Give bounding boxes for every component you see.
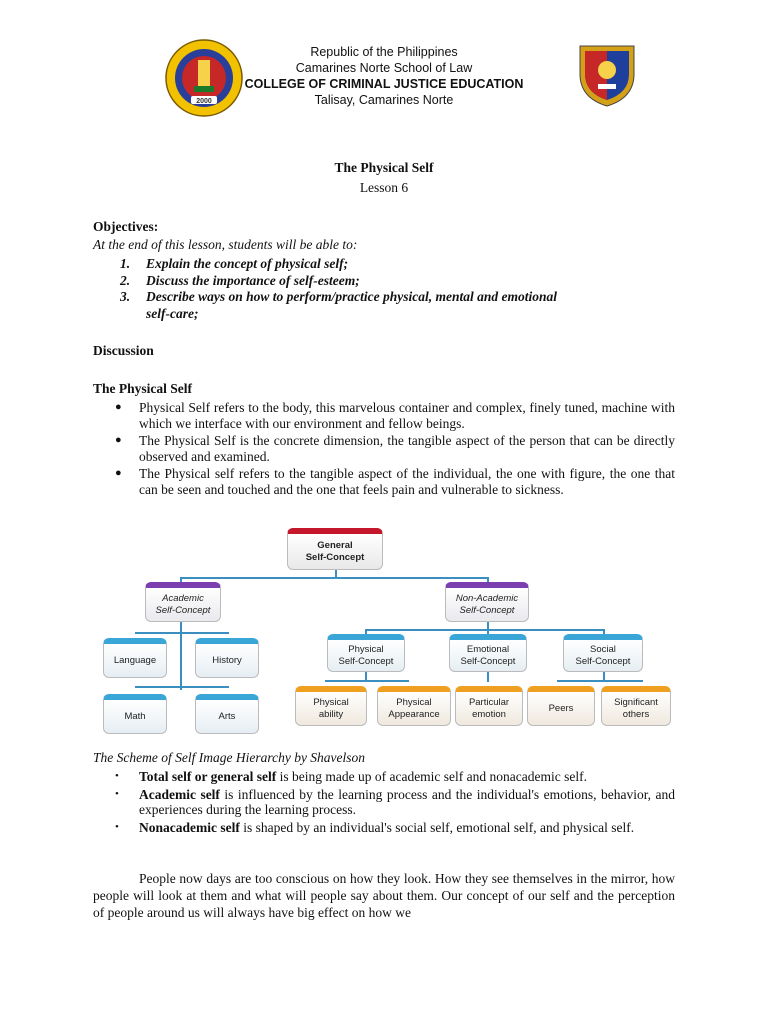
diagram-caption: The Scheme of Self Image Hierarchy by Shavelson (93, 750, 366, 765)
physical-appearance-box: Physical Appearance (377, 686, 451, 726)
header-republic: Republic of the Philippines (310, 45, 458, 59)
header-school: Camarines Norte School of Law (295, 61, 473, 75)
significant-others-box: Significant others (601, 686, 671, 726)
list-item: • Academic self is influenced by the learning process and the individual's emotions, behavior, and experiences during the learning process. (115, 786, 675, 817)
academic-self-concept-box: Academic Self-Concept (145, 582, 221, 622)
page-title: The Physical Self (334, 160, 434, 175)
svg-text:2000: 2000 (196, 98, 212, 105)
institution-header (0, 44, 768, 108)
objective-item: 1. Explain the concept of physical self; (120, 256, 349, 271)
objectives-intro: At the end of this lesson, students will be able to: (93, 237, 358, 252)
objective-item: 2. Discuss the importance of self-esteem; (120, 272, 360, 288)
history-box: History (195, 638, 259, 678)
lesson-number: Lesson 6 (359, 180, 409, 195)
objectives-list (120, 256, 560, 322)
self-concept-hierarchy-diagram (95, 524, 675, 744)
discussion-heading: Discussion (93, 343, 154, 358)
body-paragraph: People now days are too conscious on how they look. How they see themselves in the mirror, how people will look at them and what will people say about them. Our concept of our self and the perception of people around us will always have big effect on how we (93, 871, 675, 920)
header-college: COLLEGE OF CRIMINAL JUSTICE EDUCATION (244, 77, 524, 91)
peers-box: Peers (527, 686, 595, 726)
list-item: ● The Physical self refers to the tangible aspect of the individual, the one with figure, the one that can be seen and touched and the one that feels pain and vulnerable to sickness. (115, 466, 675, 497)
objectives-heading: Objectives: (93, 219, 159, 234)
list-item: • Total self or general self is being made up of academic self and nonacademic self. (115, 769, 587, 784)
nonacademic-self-concept-box: Non-Academic Self-Concept (445, 582, 529, 622)
list-item: ● The Physical Self is the concrete dimension, the tangible aspect of the person that can be directly observed and examined. (115, 433, 675, 464)
social-self-concept-box: Social Self-Concept (563, 634, 643, 672)
language-box: Language (103, 638, 167, 678)
arts-box: Arts (195, 694, 259, 734)
emotional-self-concept-box: Emotional Self-Concept (449, 634, 527, 672)
physical-self-bullets (93, 400, 675, 499)
objective-item: 3. Describe ways on how to perform/practice physical, mental and emotional self-care; (120, 289, 557, 321)
self-types-bullets (93, 769, 675, 837)
particular-emotion-box: Particular emotion (455, 686, 523, 726)
list-item: • Nonacademic self is shaped by an individual's social self, emotional self, and physical self. (115, 819, 635, 835)
physical-ability-box: Physical ability (295, 686, 367, 726)
physical-self-concept-box: Physical Self-Concept (327, 634, 405, 672)
math-box: Math (103, 694, 167, 734)
section-heading: The Physical Self (93, 381, 193, 396)
list-item: ● Physical Self refers to the body, this marvelous container and complex, finely tuned, machine with which we interface with our environment and fellow beings. (115, 400, 675, 431)
general-self-concept-box: General Self-Concept (287, 528, 383, 570)
header-location: Talisay, Camarines Norte (314, 93, 454, 107)
